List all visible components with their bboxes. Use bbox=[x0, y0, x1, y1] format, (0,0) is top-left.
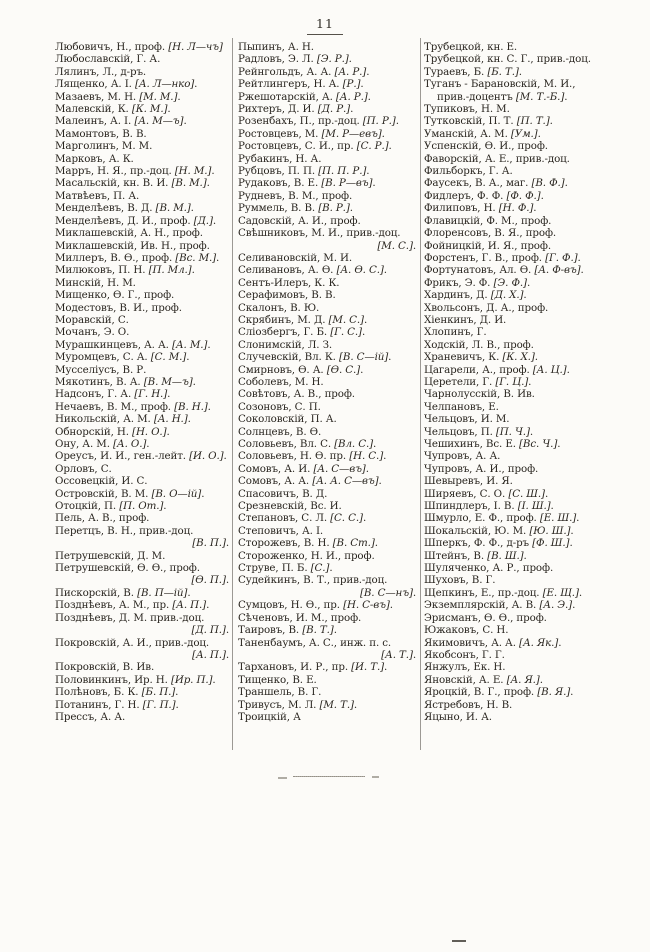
list-item: Мякотинъ, В. А. [В. М—ъ]. bbox=[55, 375, 196, 388]
list-item-continuation: [Д. П.]. bbox=[191, 624, 229, 637]
list-item: Уманскій, А. М. [Ум.]. bbox=[424, 127, 541, 140]
list-item: Шуховъ, В. Г. bbox=[424, 574, 496, 587]
list-item: Челпановъ, Е. bbox=[424, 400, 499, 413]
name-list-column-2 bbox=[238, 41, 418, 723]
list-item: Покровскій, А. И., прив.-доц. bbox=[55, 636, 210, 649]
list-item: Тутковскій, П. Т. [П. Т.]. bbox=[424, 115, 553, 128]
list-item: Яновскій, А. Е. [А. Я.]. bbox=[424, 673, 543, 686]
list-item: Церетели, Г. [Г. Ц.]. bbox=[424, 375, 532, 388]
list-item: Хлопинъ, Г. bbox=[424, 326, 487, 339]
list-item: Мусселіусъ, В. Р. bbox=[55, 363, 147, 376]
list-item: Половинкинъ, Ир. Н. [Ир. П.]. bbox=[55, 673, 216, 686]
list-item: Любовичъ, Н., проф. [Н. Л—чъ] bbox=[55, 41, 223, 53]
list-item: Мазаевъ, М. Н. [М. М.]. bbox=[55, 90, 181, 103]
list-item: Менделѣевъ, В. Д. [В. М.]. bbox=[55, 202, 194, 215]
list-item: Руммель, В. В. [В. Р.]. bbox=[238, 202, 353, 215]
list-item: Полѣновъ, Б. К. [Б. П.]. bbox=[55, 686, 179, 699]
list-item: Отоцкій, П. [П. От.]. bbox=[55, 500, 167, 513]
list-item: Траншель, В. Г. bbox=[238, 686, 322, 699]
list-item: Хіенкинъ, Д. И. bbox=[424, 313, 507, 326]
list-item: Тупиковъ, Н. М. bbox=[424, 103, 510, 116]
list-item: Перетцъ, В. Н., прив.-доц. bbox=[55, 524, 194, 537]
list-item: Созоновъ, С. П. bbox=[238, 400, 321, 413]
list-item: Щепкинъ, Е., пр.-доц. [Е. Щ.]. bbox=[424, 586, 583, 599]
list-item: Мочанъ, Э. О. bbox=[55, 326, 130, 339]
list-item: Любославскій, Г. А. bbox=[55, 53, 161, 66]
list-item: Петрушевскій, Ѳ. Ѳ., проф. bbox=[55, 562, 200, 575]
list-item: Якобсонъ, Г. Г. bbox=[424, 648, 505, 661]
list-item: Срезневскій, Вс. И. bbox=[238, 500, 342, 513]
list-item: Экземплярскій, А. В. [А. Э.]. bbox=[424, 599, 576, 612]
list-item: Позднѣевъ, Д. М. прив.-доц. bbox=[55, 611, 205, 624]
list-item: Чарнолусскій, В. Ив. bbox=[424, 388, 535, 401]
list-item: Фидлеръ, Ф. Ф. [Ф. Ф.]. bbox=[424, 189, 544, 202]
list-item: Рейтлингеръ, Н. А. [Р.]. bbox=[238, 78, 364, 91]
list-item: Соловьевъ, Вл. С. [Вл. С.]. bbox=[238, 438, 377, 450]
list-item: Миклашевскій, А. Н., проф. bbox=[55, 227, 203, 240]
list-item: Чупровъ, А. А. bbox=[424, 450, 501, 463]
list-item: Скрябинъ, М. Д. [М. С.]. bbox=[238, 313, 368, 326]
list-item: Флоренсовъ, В. Я., проф. bbox=[424, 227, 557, 240]
list-item: Никольскій, А. М. [А. Н.]. bbox=[55, 413, 191, 426]
list-item: Сомовъ, А. И. [А. С—въ]. bbox=[238, 462, 369, 475]
list-item: Марковъ, А. К. bbox=[55, 152, 134, 165]
list-item: Ореусъ, И. И., ген.-лейт. [И. О.]. bbox=[55, 450, 227, 463]
list-item: Флавицкій, Ф. М., проф. bbox=[424, 214, 552, 227]
name-list-column-3 bbox=[424, 41, 638, 723]
list-item-continuation: [А. Т.]. bbox=[381, 648, 416, 661]
list-item: Янжулъ, Ек. Н. bbox=[424, 661, 506, 674]
list-item: Якимовичъ, А. А. [А. Як.]. bbox=[424, 636, 562, 649]
list-item: Муромцевъ, С. А. [С. М.]. bbox=[55, 351, 190, 364]
list-item: Рейнгольдъ, А. А. [А. Р.]. bbox=[238, 65, 370, 78]
list-item: Розенбахъ, П., пр.-доц. [П. Р.]. bbox=[238, 115, 399, 128]
list-item: Соболевъ, М. Н. bbox=[238, 375, 324, 388]
list-item: Соловьевъ, Н. Ѳ. пр. [Н. С.]. bbox=[238, 450, 387, 463]
list-item: Малевскій, К. [К. М.]. bbox=[55, 103, 171, 116]
list-item: Храневичъ, К. [К. Х.]. bbox=[424, 351, 538, 364]
list-item: Солнцевъ, В. Ѳ. bbox=[238, 425, 322, 438]
list-item: Хардинъ, Д. [Д. Х.]. bbox=[424, 289, 527, 302]
list-item: Ржешотарскій, А. [А. Р.]. bbox=[238, 90, 371, 103]
list-item: Яцыно, И. А. bbox=[424, 710, 492, 723]
list-item: Лященко, А. І. [А. Л—нко]. bbox=[55, 78, 198, 91]
list-item: Шокальскій, Ю. М. [Ю. Ш.]. bbox=[424, 524, 574, 537]
list-item-continuation: [М. С.]. bbox=[377, 239, 416, 252]
list-item: Сомовъ, А. А. [А. А. С—въ]. bbox=[238, 475, 382, 488]
list-item: Обнорскій, Н. [Н. О.]. bbox=[55, 425, 170, 438]
list-item: Ростовцевъ, М. [М. Р—евъ]. bbox=[238, 127, 385, 140]
list-item: Степановъ, С. Л. [С. С.]. bbox=[238, 512, 367, 525]
list-item: Шуляченко, А. Р., проф. bbox=[424, 562, 554, 575]
list-item: Потанинъ, Г. Н. [Г. П.]. bbox=[55, 698, 179, 711]
list-item: Шевыревъ, И. Я. bbox=[424, 475, 513, 488]
column-divider bbox=[232, 38, 233, 750]
list-item: Степовичъ, А. І. bbox=[238, 524, 324, 537]
list-item: Таировъ, В. [В. Т.]. bbox=[238, 624, 337, 637]
list-item: Минскій, Н. М. bbox=[55, 276, 136, 289]
list-item: Малеинъ, А. І. [А. М—ъ]. bbox=[55, 115, 187, 128]
list-item: Пыпинъ, А. Н. bbox=[238, 41, 314, 53]
list-item: Петрушевскій, Д. М. bbox=[55, 549, 166, 562]
list-item: Ходскій, Л. В., проф. bbox=[424, 338, 534, 351]
list-item: Матвѣевъ, П. А. bbox=[55, 189, 140, 202]
list-item: Хвольсонъ, Д. А., проф. bbox=[424, 301, 549, 314]
scan-artifact bbox=[293, 776, 365, 777]
list-item: Сѣченовъ, И. М., проф. bbox=[238, 611, 362, 624]
list-item: Мищенко, Ѳ. Г., проф. bbox=[55, 289, 175, 302]
list-item: Слонимскій, Л. З. bbox=[238, 338, 333, 351]
list-item: Шпиндлеръ, І. В. [І. Ш.]. bbox=[424, 500, 554, 513]
list-item: Троицкій, А bbox=[238, 710, 301, 723]
list-item: Форстенъ, Г. В., проф. [Г. Ф.]. bbox=[424, 251, 581, 264]
list-item: Чешихинъ, Вс. Е. [Вс. Ч.]. bbox=[424, 438, 561, 450]
list-item: Тривусъ, М. Л. [М. Т.]. bbox=[238, 698, 358, 711]
list-item: Сентъ-Илеръ, К. К. bbox=[238, 276, 340, 289]
list-item: Тархановъ, И. Р., пр. [И. Т.]. bbox=[238, 661, 388, 674]
list-item: Туганъ - Барановскій, М. И., bbox=[424, 78, 576, 91]
list-item: Чупровъ, А. И., проф. bbox=[424, 462, 539, 475]
list-item: Филиповъ, Н. [Н. Ф.]. bbox=[424, 202, 537, 215]
list-item: Покровскій, В. Ив. bbox=[55, 661, 155, 674]
list-item: Менделѣевъ, Д. И., проф. [Д.]. bbox=[55, 214, 217, 227]
list-item: Фильборкъ, Г. А. bbox=[424, 165, 513, 178]
list-item: Марголинъ, М. М. bbox=[55, 140, 153, 153]
list-item: Успенскій, Ѳ. И., проф. bbox=[424, 140, 548, 153]
list-item: Фаусекъ, В. А., маг. [В. Ф.]. bbox=[424, 177, 568, 190]
list-item: Позднѣевъ, А. М., пр. [А. П.]. bbox=[55, 599, 210, 612]
list-item: Прессъ, А. А. bbox=[55, 710, 126, 723]
list-item: Ширяевъ, С. О. [С. Ш.]. bbox=[424, 487, 549, 500]
list-item: Мамонтовъ, В. В. bbox=[55, 127, 147, 140]
scan-artifact bbox=[372, 776, 379, 778]
scan-artifact bbox=[452, 940, 466, 942]
list-item: Случевскій, Вл. К. [В. С—ій]. bbox=[238, 351, 392, 364]
list-item: Чельцовъ, П. [П. Ч.]. bbox=[424, 425, 533, 438]
list-item: Совѣтовъ, А. В., проф. bbox=[238, 388, 355, 401]
list-item: Милюковъ, П. Н. [П. Мл.]. bbox=[55, 264, 195, 277]
list-item: Фойницкій, И. Я., проф. bbox=[424, 239, 551, 252]
list-item: Смирновъ, Ѳ. А. [Ѳ. С.]. bbox=[238, 363, 364, 376]
list-item: Рубцовъ, П. П. [П. П. Р.]. bbox=[238, 165, 370, 178]
list-item: Ястребовъ, Н. В. bbox=[424, 698, 513, 711]
list-item: Цагарели, А., проф. [А. Ц.]. bbox=[424, 363, 570, 376]
list-item: Островскій, В. М. [В. О—ій]. bbox=[55, 487, 205, 500]
list-item: Таненбаумъ, А. С., инж. п. с. bbox=[238, 636, 392, 649]
list-item: Орловъ, С. bbox=[55, 462, 112, 475]
list-item: Спасовичъ, В. Д. bbox=[238, 487, 328, 500]
list-item-continuation: [В. П.]. bbox=[192, 537, 229, 550]
list-item: Южаковъ, С. Н. bbox=[424, 624, 509, 637]
list-item: Соколовскій, П. А. bbox=[238, 413, 337, 426]
list-item: Модестовъ, В. И., проф. bbox=[55, 301, 182, 314]
list-item: Сумцовъ, Н. Ѳ., пр. [Н. С-въ]. bbox=[238, 599, 393, 612]
list-item: Масальскій, кн. В. И. [В. М.]. bbox=[55, 177, 210, 190]
list-item: Пискорскій, В. [В. П—ій]. bbox=[55, 586, 191, 599]
list-item: Мурашкинцевъ, А. А. [А. М.]. bbox=[55, 338, 211, 351]
list-item: Трубецкой, кн. С. Г., прив.-доц. bbox=[424, 53, 591, 66]
list-item: Тураевъ, Б. [Б. Т.]. bbox=[424, 65, 522, 78]
list-item-continuation: прив.-доцентъ [М. Т.-Б.]. bbox=[437, 90, 568, 103]
list-item: Стороженко, Н. И., проф. bbox=[238, 549, 375, 562]
list-item: Свѣшниковъ, М. И., прив.-доц. bbox=[238, 227, 401, 240]
list-item: Ростовцевъ, С. И., пр. [С. Р.]. bbox=[238, 140, 392, 153]
list-item: Оссовецкій, И. С. bbox=[55, 475, 148, 488]
list-item: Лялинъ, Л., д-ръ. bbox=[55, 65, 147, 78]
list-item: Трубецкой, кн. Е. bbox=[424, 41, 518, 53]
list-item: Марръ, Н. Я., пр.-доц. [Н. М.]. bbox=[55, 165, 215, 178]
list-item: Шперкъ, Ф. Ф., д-ръ [Ф. Ш.]. bbox=[424, 537, 573, 550]
list-item: Сліозбергъ, Г. Б. [Г. С.]. bbox=[238, 326, 366, 339]
list-item: Фортунатовъ, Ал. Ѳ. [А. Ф-въ]. bbox=[424, 264, 584, 277]
list-item: Рубакинъ, Н. А. bbox=[238, 152, 322, 165]
list-item: Ону, А. М. [А. О.]. bbox=[55, 438, 150, 450]
list-item: Эрисманъ, Ѳ. Ѳ., проф. bbox=[424, 611, 547, 624]
list-item: Рудаковъ, В. Е. [В. Р—въ]. bbox=[238, 177, 376, 190]
list-item: Садовскій, А. И., проф. bbox=[238, 214, 361, 227]
list-item: Рудневъ, В. М., проф. bbox=[238, 189, 353, 202]
list-item: Штейнъ, В. [В. Ш.]. bbox=[424, 549, 527, 562]
list-item: Скалонъ, В. Ю. bbox=[238, 301, 320, 314]
list-item: Селивановъ, А. Ѳ. [А. Ѳ. С.]. bbox=[238, 264, 387, 277]
list-item: Надсонъ, Г. А. [Г. Н.]. bbox=[55, 388, 171, 401]
list-item: Тищенко, В. Е. bbox=[238, 673, 317, 686]
list-item: Струве, П. Б. [С.]. bbox=[238, 562, 333, 575]
list-item: Серафимовъ, В. В. bbox=[238, 289, 336, 302]
list-item: Фаворскій, А. Е., прив.-доц. bbox=[424, 152, 570, 165]
list-item: Радловъ, Э. Л. [Э. Р.]. bbox=[238, 53, 352, 66]
list-item-continuation: [Ѳ. П.]. bbox=[191, 574, 229, 587]
list-item: Нечаевъ, В. М., проф. [В. Н.]. bbox=[55, 400, 211, 413]
list-item: Фрикъ, Э. Ф. [Э. Ф.]. bbox=[424, 276, 531, 289]
list-item: Яроцкій, В. Г., проф. [В. Я.]. bbox=[424, 686, 574, 699]
column-divider bbox=[420, 38, 421, 750]
name-list-column-1 bbox=[55, 41, 231, 723]
list-item: Сторожевъ, В. Н. [В. Ст.]. bbox=[238, 537, 378, 550]
list-item-continuation: [В. С—нъ]. bbox=[359, 586, 416, 599]
scan-artifact bbox=[278, 777, 287, 779]
list-item: Селивановскій, М. И. bbox=[238, 251, 353, 264]
list-item: Шмурло, Е. Ф., проф. [Е. Ш.]. bbox=[424, 512, 580, 525]
list-item: Миллеръ, В. Ѳ., проф. [Вс. М.]. bbox=[55, 251, 220, 264]
list-item: Рихтеръ, Д. И. [Д. Р.]. bbox=[238, 103, 354, 116]
list-item: Пель, А. В., проф. bbox=[55, 512, 150, 525]
list-item-continuation: [А. П.]. bbox=[192, 648, 229, 661]
list-item: Чельцовъ, И. М. bbox=[424, 413, 510, 426]
list-item: Судейкинъ, В. Т., прив.-доц. bbox=[238, 574, 388, 587]
list-item: Миклашевскій, Ив. Н., проф. bbox=[55, 239, 210, 252]
page-number: 11 bbox=[0, 16, 650, 35]
list-item: Моравскій, С. bbox=[55, 313, 129, 326]
